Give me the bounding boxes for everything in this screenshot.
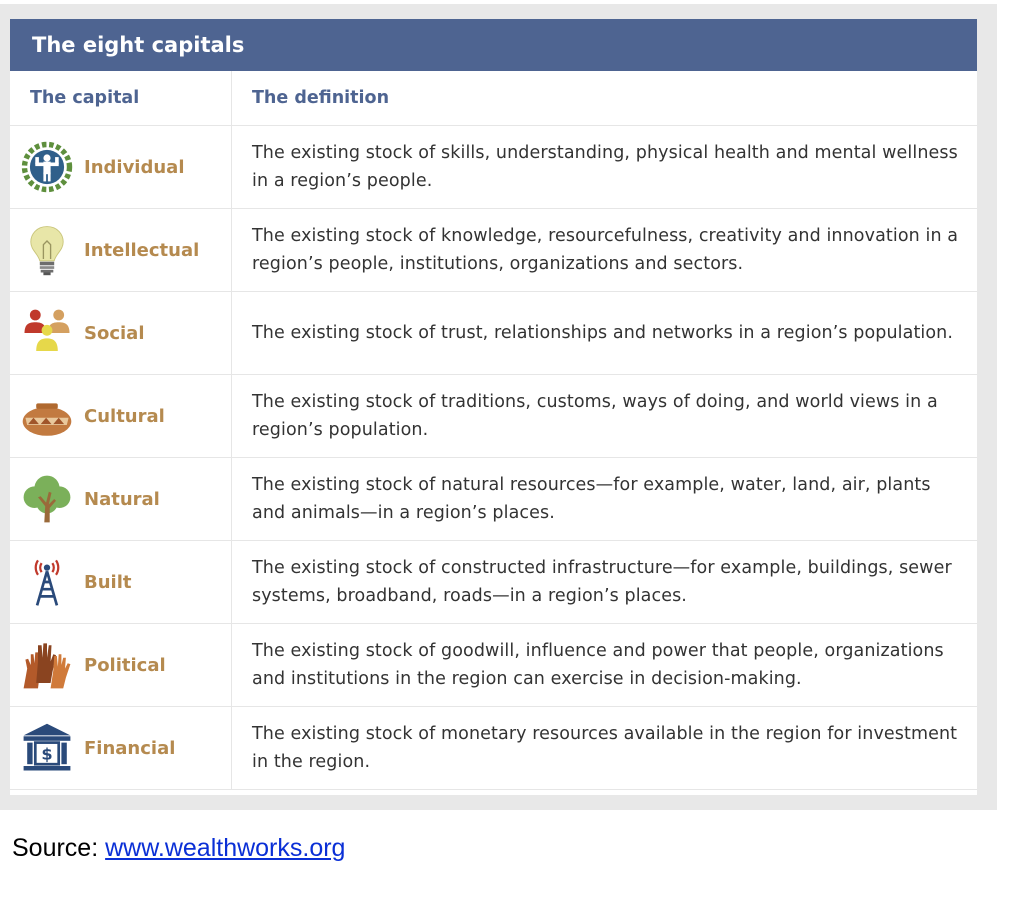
table-row	[10, 624, 977, 707]
capital-label: Natural	[84, 488, 160, 510]
capital-cell	[10, 458, 232, 541]
table-frame	[0, 4, 997, 810]
capital-label: Individual	[84, 156, 185, 178]
definition-cell: The existing stock of goodwill, influence and power that people, organizations and institutions in the region can exercise in decision-making.	[232, 624, 978, 707]
source-line	[12, 834, 345, 863]
header-definition: The definition	[232, 71, 978, 126]
table-title: The eight capitals	[10, 19, 977, 71]
table-row	[10, 707, 977, 790]
capital-cell	[10, 707, 232, 790]
lightbulb-icon	[18, 221, 76, 279]
radio-tower-icon	[18, 553, 76, 611]
definition-cell: The existing stock of constructed infrastructure—for example, buildings, sewer systems, broadband, roads—in a region’s places.	[232, 541, 978, 624]
capital-label: Financial	[84, 737, 176, 759]
capital-label: Built	[84, 571, 132, 593]
capital-cell	[10, 375, 232, 458]
svg-text:$: $	[41, 744, 53, 764]
capital-cell	[10, 126, 232, 209]
tree-icon	[18, 470, 76, 528]
capital-cell	[10, 209, 232, 292]
capital-label: Social	[84, 322, 145, 344]
definition-cell: The existing stock of traditions, customs, ways of doing, and world views in a region’s population.	[232, 375, 978, 458]
table-row	[10, 375, 977, 458]
capitals-panel	[10, 19, 977, 795]
definition-cell: The existing stock of natural resources—for example, water, land, air, plants and animals—in a region’s places.	[232, 458, 978, 541]
pottery-bowl-icon	[18, 387, 76, 445]
capital-cell	[10, 292, 232, 375]
table-row	[10, 292, 977, 375]
source-link[interactable]: www.wealthworks.org	[105, 834, 346, 862]
capitals-table	[10, 71, 977, 790]
capital-cell	[10, 541, 232, 624]
definition-cell: The existing stock of skills, understanding, physical health and mental wellness in a region’s people.	[232, 126, 978, 209]
bank-icon	[18, 719, 76, 777]
header-capital: The capital	[10, 71, 232, 126]
table-row	[10, 209, 977, 292]
capital-label: Cultural	[84, 405, 165, 427]
definition-cell: The existing stock of trust, relationships and networks in a region’s population.	[232, 292, 978, 375]
capital-cell	[10, 624, 232, 707]
capital-label: Intellectual	[84, 239, 200, 261]
table-row	[10, 458, 977, 541]
table-row	[10, 541, 977, 624]
people-group-icon	[18, 304, 76, 362]
source-label: Source:	[12, 834, 106, 862]
person-gear-icon	[18, 138, 76, 196]
capital-label: Political	[84, 654, 166, 676]
definition-cell: The existing stock of monetary resources available in the region for investment in the region.	[232, 707, 978, 790]
table-row	[10, 126, 977, 209]
definition-cell: The existing stock of knowledge, resourcefulness, creativity and innovation in a region’s people, institutions, organizations and sectors.	[232, 209, 978, 292]
header-row	[10, 71, 977, 126]
raised-hands-icon	[18, 636, 76, 694]
